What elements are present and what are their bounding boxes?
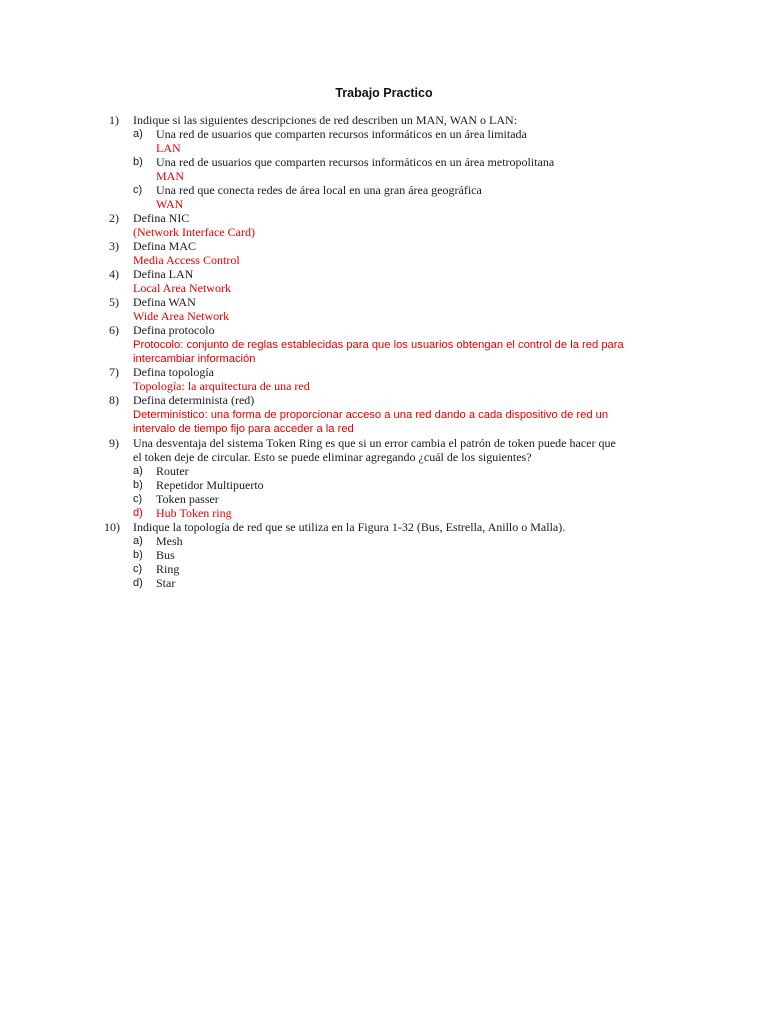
option-label: d) bbox=[133, 507, 143, 519]
question-text: Indique la topología de red que se utiliza en la Figura 1-32 (Bus, Estrella, Anillo o Malla). bbox=[133, 520, 566, 534]
question-text: Defina WAN bbox=[133, 295, 196, 309]
answer-text: MAN bbox=[156, 169, 185, 183]
option-text: Hub Token ring bbox=[156, 506, 232, 520]
option-label: a) bbox=[133, 128, 143, 140]
question-text: Una desventaja del sistema Token Ring es que si un error cambia el patrón de token puede hacer que bbox=[133, 436, 616, 450]
question-text: Defina MAC bbox=[133, 239, 196, 253]
question-text: Indique si las siguientes descripciones de red describen un MAN, WAN o LAN: bbox=[133, 113, 518, 127]
answer-text: Media Access Control bbox=[133, 253, 240, 267]
question-number: 4) bbox=[109, 267, 119, 281]
question-number: 1) bbox=[109, 113, 119, 127]
answer-text: Wide Area Network bbox=[133, 309, 230, 323]
option-text: Bus bbox=[156, 548, 175, 562]
option-label: a) bbox=[133, 465, 143, 477]
option-text: Token passer bbox=[156, 492, 219, 506]
option-text: Ring bbox=[156, 562, 180, 576]
document-title: Trabajo Practico bbox=[335, 86, 433, 100]
answer-text: Local Area Network bbox=[133, 281, 231, 295]
option-text: Una red de usuarios que comparten recursos informáticos en un área limitada bbox=[156, 127, 527, 141]
question-number: 10) bbox=[104, 520, 120, 534]
option-label: a) bbox=[133, 535, 143, 547]
question-text: Defina NIC bbox=[133, 211, 190, 225]
answer-text: (Network Interface Card) bbox=[133, 225, 255, 239]
answer-text: Protocolo: conjunto de reglas establecidas para que los usuarios obtengan el control de la red para bbox=[133, 339, 624, 351]
answer-text: intervalo de tiempo fijo para acceder a la red bbox=[133, 423, 354, 435]
option-label: c) bbox=[133, 184, 143, 196]
option-text: Una red de usuarios que comparten recursos informáticos en un área metropolitana bbox=[156, 155, 555, 169]
question-number: 9) bbox=[109, 436, 119, 450]
question-number: 5) bbox=[109, 295, 119, 309]
question-number: 8) bbox=[109, 393, 119, 407]
question-text: el token deje de circular. Esto se puede eliminar agregando ¿cuál de los siguientes? bbox=[133, 450, 532, 464]
question-text: Defina LAN bbox=[133, 267, 194, 281]
option-text: Una red que conecta redes de área local en una gran área geográfica bbox=[156, 183, 482, 197]
answer-text: Determinístico: una forma de proporcionar acceso a una red dando a cada dispositivo de red un bbox=[133, 409, 609, 421]
option-label: c) bbox=[133, 563, 143, 575]
option-text: Mesh bbox=[156, 534, 183, 548]
answer-text: Topología: la arquitectura de una red bbox=[133, 379, 310, 393]
question-number: 3) bbox=[109, 239, 119, 253]
question-text: Defina protocolo bbox=[133, 323, 215, 337]
question-number: 6) bbox=[109, 323, 119, 337]
question-number: 2) bbox=[109, 211, 119, 225]
answer-text: WAN bbox=[156, 197, 184, 211]
option-label: b) bbox=[133, 549, 143, 561]
option-label: b) bbox=[133, 479, 143, 491]
option-text: Repetidor Multipuerto bbox=[156, 478, 264, 492]
question-number: 7) bbox=[109, 365, 119, 379]
question-text: Defina determinista (red) bbox=[133, 393, 255, 407]
answer-text: LAN bbox=[156, 141, 181, 155]
answer-text: intercambiar información bbox=[133, 353, 256, 365]
option-label: d) bbox=[133, 577, 143, 589]
option-label: c) bbox=[133, 493, 143, 505]
option-text: Router bbox=[156, 464, 189, 478]
option-text: Star bbox=[156, 576, 176, 590]
option-label: b) bbox=[133, 156, 143, 168]
question-text: Defina topología bbox=[133, 365, 214, 379]
